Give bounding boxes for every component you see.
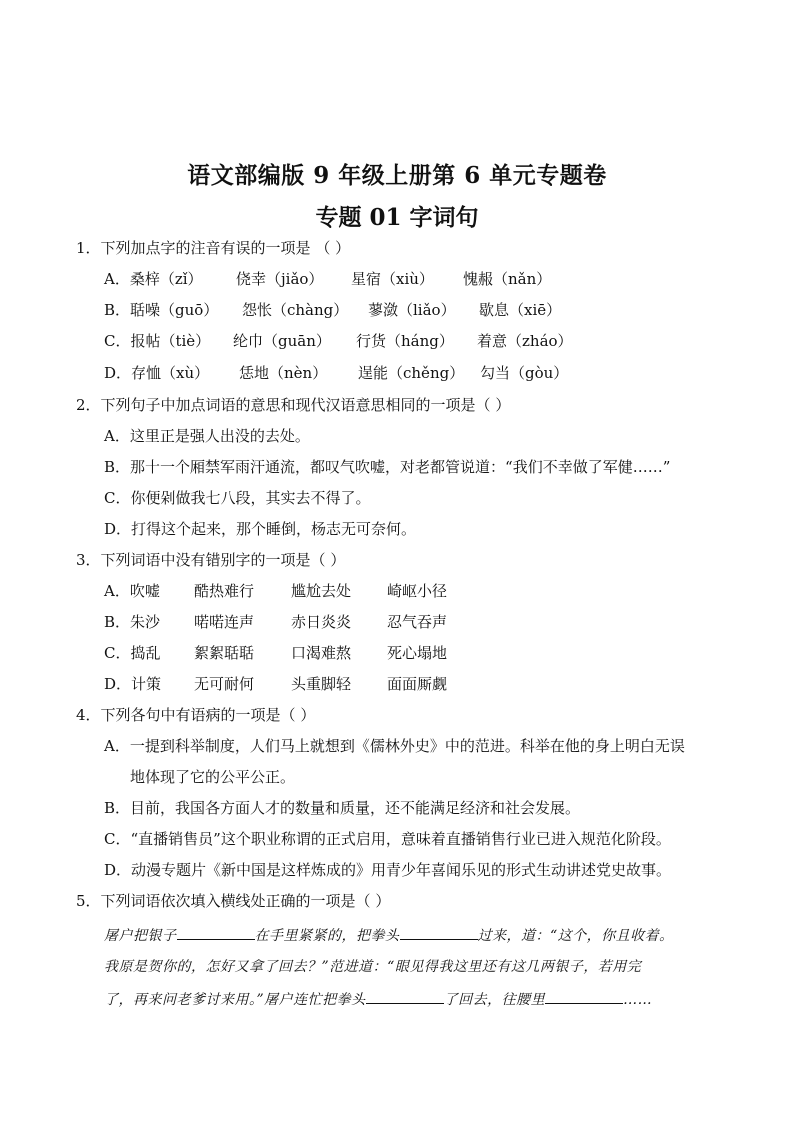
question-1-option-d	[104, 363, 568, 383]
option-word: 絮絮聒聒	[194, 644, 255, 662]
question-3-option-c	[104, 643, 447, 663]
page-title: 语文部编版 9 年级上册第 6 单元专题卷	[187, 162, 607, 189]
question-2-option-a: A．这里正是强人出没的去处。	[104, 427, 310, 445]
fill-blank	[177, 925, 255, 940]
question-2-option-c: C．你便剁做我七八段，其实去不得了。	[104, 489, 371, 507]
option-word: 无可耐何	[194, 675, 255, 693]
question-5-stem: 5．下列词语依次填入横线处正确的一项是（ ）	[76, 892, 391, 910]
question-3-stem: 3．下列词语中没有错别字的一项是（ ）	[76, 551, 346, 569]
passage-line-3	[104, 989, 652, 1010]
option-word: 蓼潋（liǎo）	[368, 301, 456, 319]
passage-text: 过来，道：“这个，你且收着。	[477, 928, 674, 944]
option-word: 面面厮觑	[387, 675, 448, 693]
option-word: 愧赧（nǎn）	[463, 270, 552, 288]
question-4-option-a: A．一提到科举制度，人们马上就想到《儒林外史》中的范进。科举在他的身上明白无误	[104, 737, 685, 755]
option-word: 怨怅（chàng）	[242, 301, 349, 319]
option-word: 头重脚轻	[291, 675, 352, 693]
question-4-option-c: C．“直播销售员”这个职业称谓的正式启用，意味着直播销售行业已进入规范化阶段。	[104, 830, 671, 848]
passage-text: ……	[623, 992, 653, 1008]
option-word: 勾当（gòu）	[480, 364, 569, 382]
fill-blank	[545, 989, 623, 1004]
page-subtitle: 专题 01 字词句	[315, 204, 479, 231]
option-word: 崎岖小径	[387, 582, 448, 600]
option-word: 酷热难行	[194, 582, 255, 600]
option-word: A．吹嘘	[104, 582, 160, 600]
question-3-option-d	[104, 674, 447, 694]
question-2-option-d: D．打得这个起来，那个睡倒，杨志无可奈何。	[104, 520, 417, 538]
option-word: C．捣乱	[104, 644, 161, 662]
option-word: 歇息（xiē）	[479, 301, 562, 319]
question-1-option-c	[104, 331, 573, 351]
passage-line-1	[104, 925, 674, 946]
option-word: 逞能（chěng）	[358, 364, 465, 382]
option-word: B．聒噪（guō）	[104, 301, 219, 319]
question-3-option-b	[104, 612, 447, 632]
option-word: 星宿（xiù）	[351, 270, 434, 288]
option-word: 口渴难熬	[291, 644, 352, 662]
option-word: 侥幸（jiǎo）	[236, 270, 324, 288]
passage-text: 了，再来问老爹讨来用。”屠户连忙把拳头	[104, 992, 366, 1008]
fill-blank	[366, 989, 444, 1004]
question-3-option-a	[104, 581, 447, 601]
option-word: 恁地（nèn）	[239, 364, 328, 382]
question-2-option-b: B．那十一个厢禁军雨汗通流，都叹气吹嘘，对老都管说道：“我们不幸做了军健……”	[104, 458, 671, 476]
question-2-stem: 2．下列句子中加点词语的意思和现代汉语意思相同的一项是（ ）	[76, 396, 511, 414]
passage-text: 屠户把银子	[104, 928, 177, 944]
passage-text: 了回去，往腰里	[443, 992, 546, 1008]
fill-blank	[400, 925, 478, 940]
option-word: 忍气吞声	[387, 613, 448, 631]
question-4-option-a-continued: 地体现了它的公平公正。	[130, 768, 296, 786]
passage-line-2: 我原是贺你的，怎好又拿了回去？”范进道：“眼见得我这里还有这几两银子，若用完	[104, 959, 642, 975]
option-word: 着意（zháo）	[477, 332, 573, 350]
option-word: 行货（háng）	[356, 332, 454, 350]
question-4-option-b: B．目前，我国各方面人才的数量和质量，还不能满足经济和社会发展。	[104, 799, 581, 817]
question-4-option-d: D．动漫专题片《新中国是这样炼成的》用青少年喜闻乐见的形式生动讲述党史故事。	[104, 861, 672, 879]
question-4-stem: 4．下列各句中有语病的一项是（ ）	[76, 706, 316, 724]
passage-text: 在手里紧紧的，把拳头	[254, 928, 400, 944]
option-word: 喏喏连声	[194, 613, 255, 631]
option-word: 死心塌地	[387, 644, 448, 662]
option-word: D．存恤（xù）	[104, 364, 210, 382]
question-1-option-a	[104, 269, 551, 289]
question-1-option-b	[104, 300, 561, 320]
option-word: C．报帖（tiè）	[104, 332, 211, 350]
option-word: B．朱沙	[104, 613, 161, 631]
option-word: 纶巾（guān）	[233, 332, 331, 350]
option-word: D．计策	[104, 675, 162, 693]
option-word: 赤日炎炎	[291, 613, 352, 631]
option-word: 尴尬去处	[291, 582, 352, 600]
question-1-stem: 1．下列加点字的注音有误的一项是 （ ）	[76, 239, 351, 257]
option-word: A．桑梓（zǐ）	[104, 270, 203, 288]
